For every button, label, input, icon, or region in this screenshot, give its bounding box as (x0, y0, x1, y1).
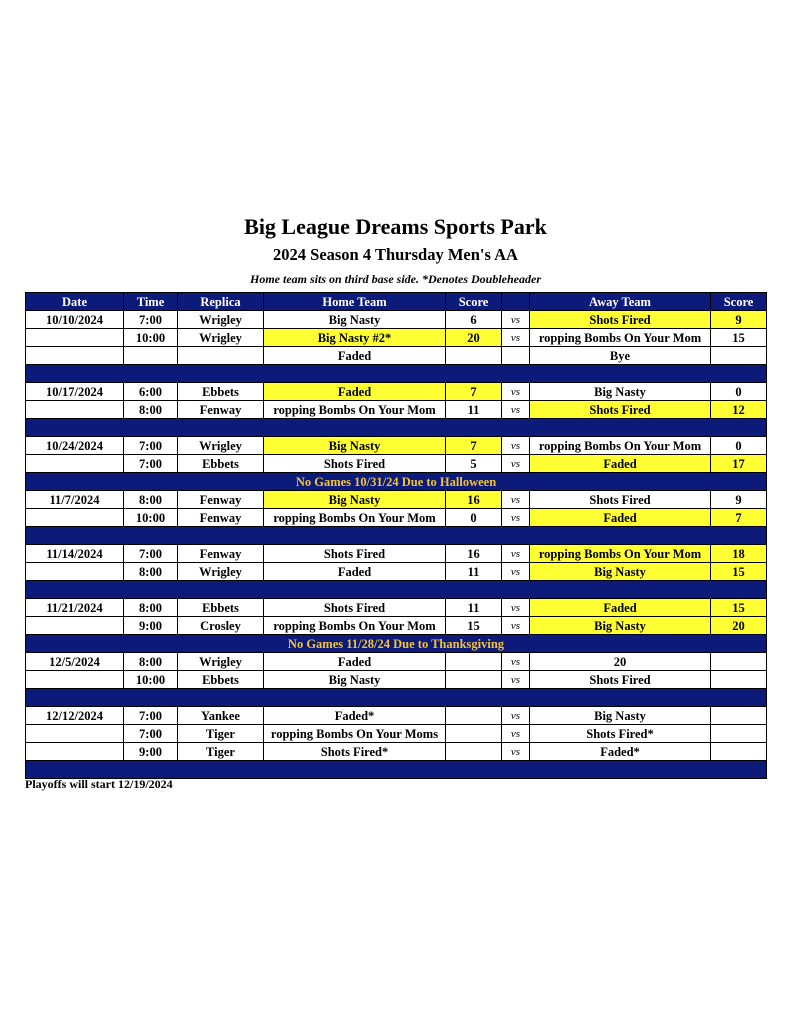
separator-cell (26, 419, 767, 437)
away-score-cell: 0 (711, 437, 767, 455)
away-score-cell (711, 743, 767, 761)
separator-cell (26, 689, 767, 707)
game-row (26, 743, 767, 761)
away-team-cell: Big Nasty (530, 617, 711, 635)
away-team-cell: Faded (530, 455, 711, 473)
game-row (26, 491, 767, 509)
time-cell: 10:00 (124, 509, 178, 527)
away-team-cell: ropping Bombs On Your Mom (530, 329, 711, 347)
date-cell (26, 455, 124, 473)
home-score-cell: 5 (446, 455, 502, 473)
home-score-cell: 11 (446, 401, 502, 419)
away-team-cell: Shots Fired (530, 401, 711, 419)
game-row (26, 509, 767, 527)
time-cell: 9:00 (124, 617, 178, 635)
home-team-cell: Faded (264, 347, 446, 365)
game-row (26, 707, 767, 725)
date-cell (26, 563, 124, 581)
away-score-cell: 0 (711, 383, 767, 401)
replica-cell: Tiger (178, 725, 264, 743)
date-cell (26, 743, 124, 761)
home-team-cell: Big Nasty (264, 671, 446, 689)
game-row (26, 311, 767, 329)
away-team-cell: Faded (530, 599, 711, 617)
home-team-cell: Big Nasty (264, 311, 446, 329)
home-score-cell: 20 (446, 329, 502, 347)
replica-cell: Tiger (178, 743, 264, 761)
time-cell: 7:00 (124, 545, 178, 563)
time-cell: 10:00 (124, 671, 178, 689)
col-header-vs (502, 293, 530, 311)
vs-cell: vs (502, 329, 530, 347)
date-cell (26, 509, 124, 527)
game-row (26, 617, 767, 635)
home-team-cell: Faded (264, 383, 446, 401)
vs-cell: vs (502, 671, 530, 689)
home-team-cell: Shots Fired* (264, 743, 446, 761)
vs-cell: vs (502, 599, 530, 617)
vs-cell: vs (502, 653, 530, 671)
date-cell (26, 617, 124, 635)
home-score-cell: 6 (446, 311, 502, 329)
home-score-cell: 16 (446, 545, 502, 563)
replica-cell: Wrigley (178, 653, 264, 671)
time-cell: 7:00 (124, 725, 178, 743)
away-team-cell: ropping Bombs On Your Mom (530, 545, 711, 563)
time-cell: 7:00 (124, 455, 178, 473)
col-header-time: Time (124, 293, 178, 311)
vs-cell: vs (502, 383, 530, 401)
separator-row (26, 527, 767, 545)
home-score-cell: 11 (446, 599, 502, 617)
time-cell: 7:00 (124, 437, 178, 455)
schedule-table (25, 292, 767, 779)
vs-cell: vs (502, 491, 530, 509)
home-team-cell: Shots Fired (264, 545, 446, 563)
away-score-cell: 9 (711, 311, 767, 329)
vs-cell: vs (502, 311, 530, 329)
replica-cell: Wrigley (178, 329, 264, 347)
date-cell: 11/7/2024 (26, 491, 124, 509)
away-score-cell: 7 (711, 509, 767, 527)
game-row (26, 563, 767, 581)
home-score-cell: 16 (446, 491, 502, 509)
replica-cell: Wrigley (178, 437, 264, 455)
notice-row (26, 635, 767, 653)
home-score-cell (446, 653, 502, 671)
date-cell (26, 725, 124, 743)
home-score-cell (446, 671, 502, 689)
home-score-cell (446, 725, 502, 743)
away-score-cell (711, 347, 767, 365)
notice-row (26, 473, 767, 491)
date-cell: 11/21/2024 (26, 599, 124, 617)
away-team-cell: Shots Fired (530, 671, 711, 689)
separator-row (26, 581, 767, 599)
away-team-cell: Shots Fired (530, 491, 711, 509)
replica-cell: Ebbets (178, 383, 264, 401)
away-score-cell: 12 (711, 401, 767, 419)
home-team-cell: Big Nasty #2* (264, 329, 446, 347)
home-score-cell: 7 (446, 437, 502, 455)
replica-cell: Fenway (178, 401, 264, 419)
replica-cell: Ebbets (178, 455, 264, 473)
game-row (26, 347, 767, 365)
separator-row (26, 761, 767, 779)
date-cell (26, 401, 124, 419)
home-team-cell: Faded (264, 563, 446, 581)
away-team-cell: Shots Fired* (530, 725, 711, 743)
away-score-cell: 18 (711, 545, 767, 563)
home-team-cell: Shots Fired (264, 599, 446, 617)
vs-cell: vs (502, 563, 530, 581)
away-score-cell (711, 671, 767, 689)
game-row (26, 383, 767, 401)
time-cell: 8:00 (124, 653, 178, 671)
home-team-cell: Big Nasty (264, 491, 446, 509)
away-score-cell (711, 707, 767, 725)
time-cell: 9:00 (124, 743, 178, 761)
time-cell: 8:00 (124, 491, 178, 509)
date-cell (26, 671, 124, 689)
separator-cell (26, 365, 767, 383)
home-score-cell (446, 347, 502, 365)
separator-cell (26, 761, 767, 779)
replica-cell: Wrigley (178, 311, 264, 329)
vs-cell: vs (502, 743, 530, 761)
vs-cell: vs (502, 707, 530, 725)
home-score-cell (446, 743, 502, 761)
col-header-replica: Replica (178, 293, 264, 311)
replica-cell: Fenway (178, 545, 264, 563)
time-cell (124, 347, 178, 365)
col-header-away-score: Score (711, 293, 767, 311)
game-row (26, 599, 767, 617)
away-score-cell (711, 653, 767, 671)
away-team-cell: Big Nasty (530, 707, 711, 725)
time-cell: 10:00 (124, 329, 178, 347)
away-team-cell: ropping Bombs On Your Mom (530, 437, 711, 455)
home-score-cell: 15 (446, 617, 502, 635)
col-header-away-team: Away Team (530, 293, 711, 311)
away-team-cell: Big Nasty (530, 563, 711, 581)
time-cell: 8:00 (124, 563, 178, 581)
home-team-cell: Big Nasty (264, 437, 446, 455)
separator-cell (26, 581, 767, 599)
replica-cell: Crosley (178, 617, 264, 635)
date-cell: 12/12/2024 (26, 707, 124, 725)
game-row (26, 545, 767, 563)
date-cell: 11/14/2024 (26, 545, 124, 563)
away-score-cell: 9 (711, 491, 767, 509)
separator-row (26, 365, 767, 383)
game-row (26, 671, 767, 689)
home-team-cell: Faded* (264, 707, 446, 725)
vs-cell: vs (502, 509, 530, 527)
away-score-cell: 15 (711, 599, 767, 617)
game-row (26, 725, 767, 743)
game-row (26, 437, 767, 455)
col-header-home-score: Score (446, 293, 502, 311)
game-row (26, 401, 767, 419)
home-score-cell: 11 (446, 563, 502, 581)
notice-text: No Games 11/28/24 Due to Thanksgiving (26, 635, 767, 653)
away-score-cell (711, 725, 767, 743)
date-cell (26, 347, 124, 365)
away-team-cell: Faded (530, 509, 711, 527)
replica-cell (178, 347, 264, 365)
time-cell: 8:00 (124, 599, 178, 617)
page-title: Big League Dreams Sports Park (244, 214, 547, 239)
time-cell: 7:00 (124, 707, 178, 725)
vs-cell: vs (502, 437, 530, 455)
footer-note: Playoffs will start 12/19/2024 (25, 777, 173, 791)
separator-row (26, 689, 767, 707)
away-team-cell: Big Nasty (530, 383, 711, 401)
vs-cell: vs (502, 401, 530, 419)
time-cell: 8:00 (124, 401, 178, 419)
date-cell (26, 329, 124, 347)
home-score-cell: 0 (446, 509, 502, 527)
home-score-cell (446, 707, 502, 725)
date-cell: 10/10/2024 (26, 311, 124, 329)
game-row (26, 329, 767, 347)
away-team-cell: 20 (530, 653, 711, 671)
away-score-cell: 17 (711, 455, 767, 473)
vs-cell: vs (502, 545, 530, 563)
replica-cell: Ebbets (178, 671, 264, 689)
away-score-cell: 15 (711, 563, 767, 581)
game-row (26, 653, 767, 671)
vs-cell: vs (502, 617, 530, 635)
home-team-cell: Faded (264, 653, 446, 671)
notice-text: No Games 10/31/24 Due to Halloween (26, 473, 767, 491)
schedule-note: Home team sits on third base side. *Denotes Doubleheader (250, 272, 541, 286)
away-team-cell: Bye (530, 347, 711, 365)
home-score-cell: 7 (446, 383, 502, 401)
replica-cell: Fenway (178, 491, 264, 509)
vs-cell (502, 347, 530, 365)
game-row (26, 455, 767, 473)
separator-cell (26, 527, 767, 545)
vs-cell: vs (502, 455, 530, 473)
away-score-cell: 20 (711, 617, 767, 635)
date-cell: 12/5/2024 (26, 653, 124, 671)
replica-cell: Wrigley (178, 563, 264, 581)
replica-cell: Yankee (178, 707, 264, 725)
time-cell: 6:00 (124, 383, 178, 401)
home-team-cell: Shots Fired (264, 455, 446, 473)
replica-cell: Fenway (178, 509, 264, 527)
schedule-body (26, 311, 767, 779)
header-row (26, 293, 767, 311)
home-team-cell: ropping Bombs On Your Moms (264, 725, 446, 743)
home-team-cell: ropping Bombs On Your Mom (264, 509, 446, 527)
away-team-cell: Shots Fired (530, 311, 711, 329)
time-cell: 7:00 (124, 311, 178, 329)
home-team-cell: ropping Bombs On Your Mom (264, 401, 446, 419)
away-team-cell: Faded* (530, 743, 711, 761)
col-header-date: Date (26, 293, 124, 311)
home-team-cell: ropping Bombs On Your Mom (264, 617, 446, 635)
col-header-home-team: Home Team (264, 293, 446, 311)
separator-row (26, 419, 767, 437)
date-cell: 10/17/2024 (26, 383, 124, 401)
replica-cell: Ebbets (178, 599, 264, 617)
vs-cell: vs (502, 725, 530, 743)
away-score-cell: 15 (711, 329, 767, 347)
page-subtitle: 2024 Season 4 Thursday Men's AA (273, 245, 518, 264)
date-cell: 10/24/2024 (26, 437, 124, 455)
